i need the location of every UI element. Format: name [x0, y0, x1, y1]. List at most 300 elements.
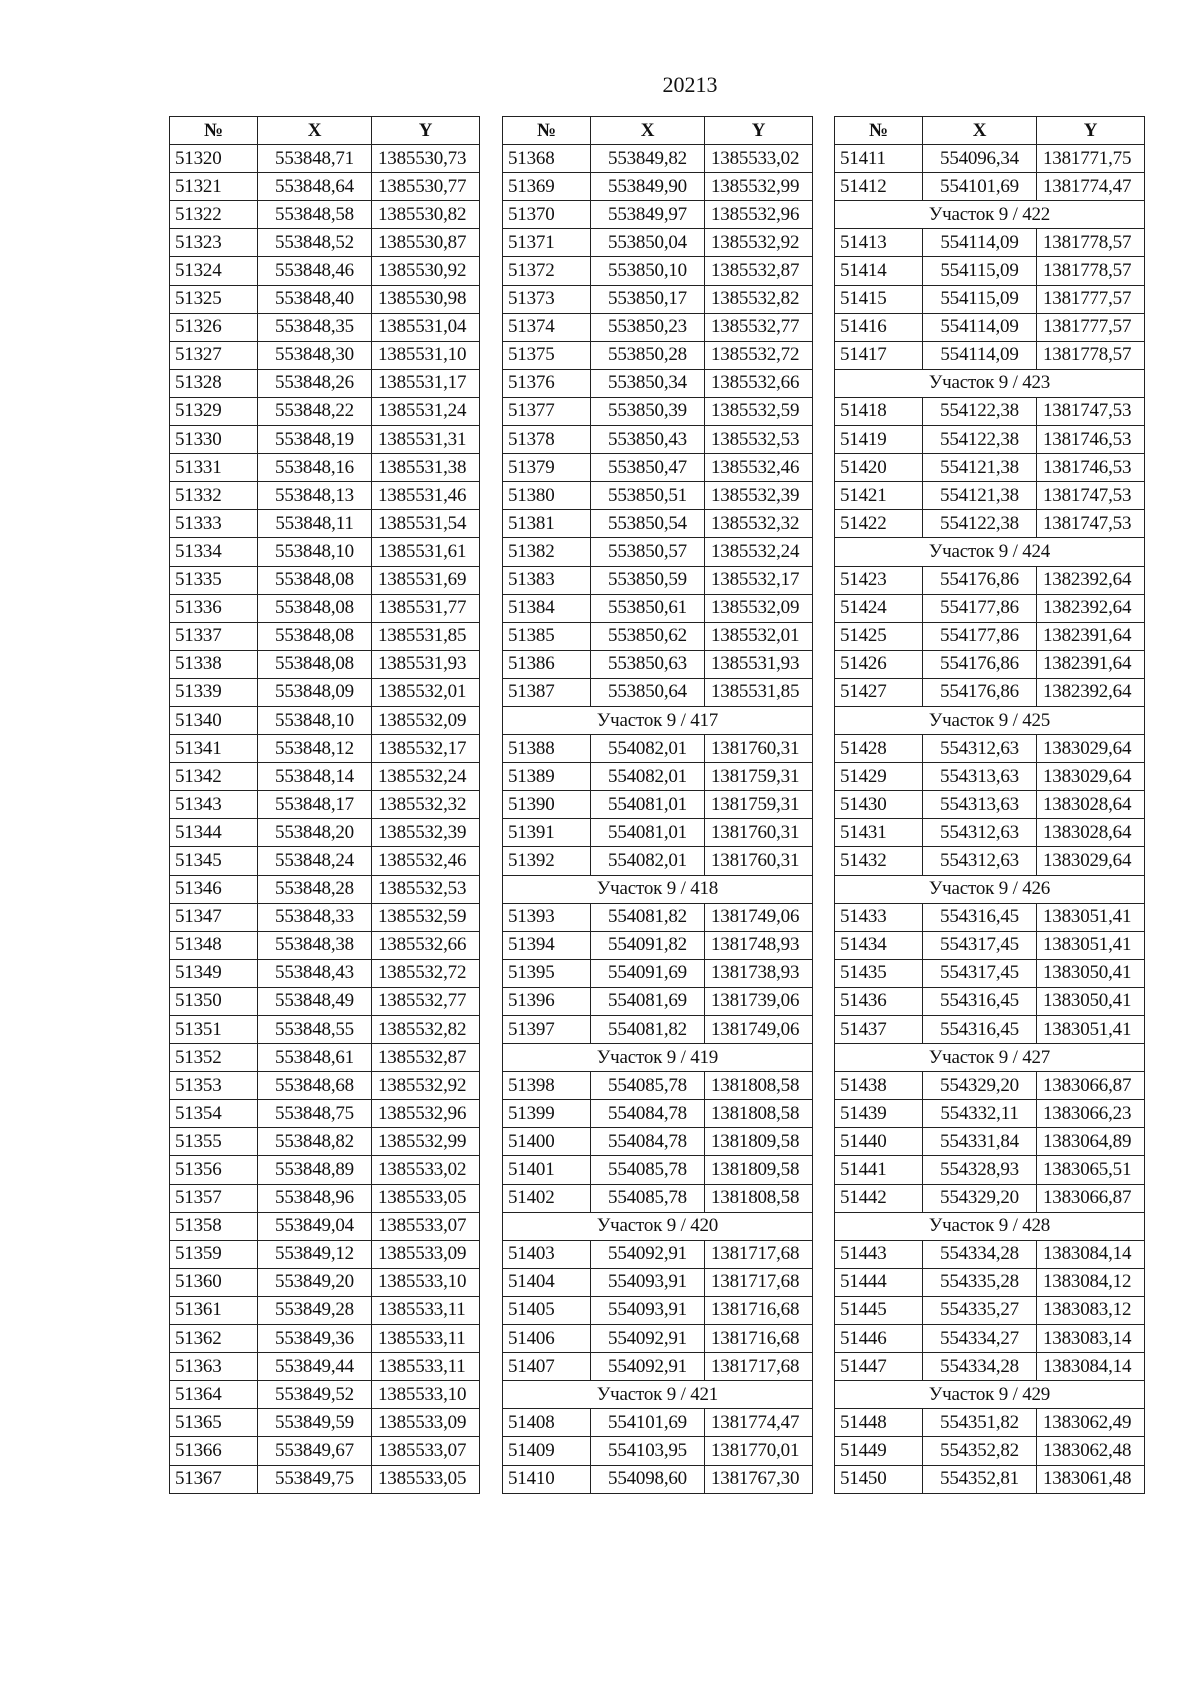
x-coordinate-cell: 554352,81: [923, 1465, 1037, 1493]
point-number-cell: 51364: [170, 1381, 258, 1409]
point-number-cell: 51403: [503, 1240, 591, 1268]
table-row: [835, 735, 1145, 763]
point-number-cell: 51406: [503, 1325, 591, 1353]
table-row: [503, 1128, 813, 1156]
x-coordinate-cell: 554316,45: [923, 903, 1037, 931]
point-number-cell: 51358: [170, 1212, 258, 1240]
section-header-row: [835, 538, 1145, 566]
x-coordinate-cell: 554082,01: [591, 763, 705, 791]
table-row: [170, 622, 480, 650]
table-row: [170, 285, 480, 313]
y-coordinate-cell: 1385532,77: [372, 987, 480, 1015]
table-row: [835, 1156, 1145, 1184]
y-coordinate-cell: 1385532,24: [705, 538, 813, 566]
table-row: [503, 510, 813, 538]
point-number-cell: 51378: [503, 426, 591, 454]
y-coordinate-cell: 1385532,66: [372, 931, 480, 959]
y-coordinate-cell: 1385532,92: [705, 229, 813, 257]
x-coordinate-cell: 554122,38: [923, 426, 1037, 454]
y-coordinate-cell: 1385532,09: [372, 706, 480, 734]
x-coordinate-cell: 554317,45: [923, 931, 1037, 959]
x-coordinate-cell: 553850,62: [591, 622, 705, 650]
table-row: [170, 1044, 480, 1072]
y-coordinate-cell: 1381767,30: [705, 1465, 813, 1493]
y-coordinate-cell: 1385533,09: [372, 1409, 480, 1437]
x-coordinate-cell: 554091,82: [591, 931, 705, 959]
x-coordinate-cell: 554335,27: [923, 1296, 1037, 1324]
y-coordinate-cell: 1385530,87: [372, 229, 480, 257]
point-number-cell: 51341: [170, 735, 258, 763]
section-header-row: [503, 706, 813, 734]
point-number-cell: 51357: [170, 1184, 258, 1212]
x-coordinate-cell: 553848,16: [258, 454, 372, 482]
x-coordinate-cell: 554091,69: [591, 959, 705, 987]
point-number-cell: 51370: [503, 201, 591, 229]
point-number-cell: 51388: [503, 735, 591, 763]
table-row: [835, 1325, 1145, 1353]
x-coordinate-cell: 554332,11: [923, 1100, 1037, 1128]
table-row: [835, 341, 1145, 369]
table-row: [170, 959, 480, 987]
table-row: [503, 1156, 813, 1184]
point-number-cell: 51320: [170, 145, 258, 173]
x-coordinate-cell: 553848,08: [258, 650, 372, 678]
table-row: [503, 426, 813, 454]
y-coordinate-cell: 1385531,31: [372, 426, 480, 454]
y-coordinate-cell: 1385532,92: [372, 1072, 480, 1100]
x-coordinate-cell: 553848,49: [258, 987, 372, 1015]
point-number-cell: 51325: [170, 285, 258, 313]
x-coordinate-cell: 553848,14: [258, 763, 372, 791]
x-coordinate-cell: 554312,63: [923, 735, 1037, 763]
section-label: Участок 9 / 421: [503, 1381, 813, 1409]
y-coordinate-cell: 1385532,32: [372, 791, 480, 819]
point-number-cell: 51437: [835, 1016, 923, 1044]
y-coordinate-cell: 1385532,87: [705, 257, 813, 285]
point-number-cell: 51361: [170, 1296, 258, 1324]
x-coordinate-cell: 553848,61: [258, 1044, 372, 1072]
point-number-cell: 51338: [170, 650, 258, 678]
y-coordinate-cell: 1385532,17: [372, 735, 480, 763]
table-row: [170, 1465, 480, 1493]
table-row: [835, 1296, 1145, 1324]
table-row: [503, 622, 813, 650]
x-coordinate-cell: 553849,28: [258, 1296, 372, 1324]
y-coordinate-cell: 1385533,10: [372, 1268, 480, 1296]
x-coordinate-cell: 554312,63: [923, 819, 1037, 847]
table-row: [170, 791, 480, 819]
point-number-cell: 51426: [835, 650, 923, 678]
table-row: [503, 903, 813, 931]
section-header-row: [835, 1044, 1145, 1072]
x-coordinate-cell: 553849,59: [258, 1409, 372, 1437]
table-row: [170, 1072, 480, 1100]
y-coordinate-cell: 1382392,64: [1037, 566, 1145, 594]
x-coordinate-cell: 553848,46: [258, 257, 372, 285]
point-number-cell: 51350: [170, 987, 258, 1015]
x-coordinate-cell: 553848,33: [258, 903, 372, 931]
table-header-row: [835, 117, 1145, 145]
table-row: [835, 454, 1145, 482]
y-coordinate-cell: 1385531,69: [372, 566, 480, 594]
table-row: [170, 257, 480, 285]
y-coordinate-cell: 1385531,93: [372, 650, 480, 678]
x-coordinate-cell: 553848,55: [258, 1016, 372, 1044]
point-number-cell: 51409: [503, 1437, 591, 1465]
x-coordinate-cell: 554092,91: [591, 1240, 705, 1268]
section-label: Участок 9 / 428: [835, 1212, 1145, 1240]
table-row: [835, 1353, 1145, 1381]
point-number-cell: 51336: [170, 594, 258, 622]
x-coordinate-cell: 554084,78: [591, 1128, 705, 1156]
y-coordinate-cell: 1385532,66: [705, 369, 813, 397]
x-coordinate-cell: 554329,20: [923, 1072, 1037, 1100]
y-coordinate-cell: 1383050,41: [1037, 987, 1145, 1015]
x-coordinate-cell: 554328,93: [923, 1156, 1037, 1184]
x-coordinate-cell: 553850,23: [591, 313, 705, 341]
point-number-cell: 51321: [170, 173, 258, 201]
table-row: [503, 1325, 813, 1353]
point-number-cell: 51441: [835, 1156, 923, 1184]
table-row: [503, 987, 813, 1015]
x-coordinate-cell: 553849,44: [258, 1353, 372, 1381]
table-row: [170, 1381, 480, 1409]
table-row: [170, 594, 480, 622]
point-number-cell: 51433: [835, 903, 923, 931]
y-coordinate-cell: 1381716,68: [705, 1296, 813, 1324]
point-number-cell: 51377: [503, 397, 591, 425]
y-coordinate-cell: 1385533,05: [372, 1184, 480, 1212]
table-row: [170, 538, 480, 566]
x-coordinate-cell: 554316,45: [923, 1016, 1037, 1044]
x-coordinate-cell: 554081,01: [591, 791, 705, 819]
y-coordinate-cell: 1381747,53: [1037, 482, 1145, 510]
x-coordinate-cell: 553849,52: [258, 1381, 372, 1409]
table-row: [835, 1409, 1145, 1437]
x-coordinate-cell: 554114,09: [923, 229, 1037, 257]
y-coordinate-cell: 1385533,02: [705, 145, 813, 173]
y-coordinate-cell: 1385530,82: [372, 201, 480, 229]
point-number-cell: 51329: [170, 397, 258, 425]
table-row: [835, 566, 1145, 594]
x-coordinate-cell: 553848,30: [258, 341, 372, 369]
x-coordinate-cell: 553848,52: [258, 229, 372, 257]
x-coordinate-cell: 554313,63: [923, 791, 1037, 819]
y-coordinate-cell: 1385530,92: [372, 257, 480, 285]
point-number-cell: 51424: [835, 594, 923, 622]
point-number-cell: 51390: [503, 791, 591, 819]
x-coordinate-cell: 553850,54: [591, 510, 705, 538]
y-coordinate-cell: 1385533,07: [372, 1212, 480, 1240]
table-row: [170, 875, 480, 903]
x-coordinate-cell: 553848,09: [258, 678, 372, 706]
x-coordinate-cell: 553850,39: [591, 397, 705, 425]
point-number-cell: 51450: [835, 1465, 923, 1493]
point-number-cell: 51337: [170, 622, 258, 650]
table-row: [835, 313, 1145, 341]
table-row: [170, 173, 480, 201]
x-coordinate-cell: 553850,04: [591, 229, 705, 257]
point-number-cell: 51322: [170, 201, 258, 229]
y-coordinate-cell: 1381739,06: [705, 987, 813, 1015]
point-number-cell: 51434: [835, 931, 923, 959]
y-coordinate-cell: 1381778,57: [1037, 341, 1145, 369]
table-row: [835, 229, 1145, 257]
y-coordinate-cell: 1383084,14: [1037, 1240, 1145, 1268]
column-header-y: Y: [705, 117, 813, 145]
x-coordinate-cell: 553848,19: [258, 426, 372, 454]
point-number-cell: 51405: [503, 1296, 591, 1324]
table-row: [835, 145, 1145, 173]
y-coordinate-cell: 1385531,85: [705, 678, 813, 706]
table-row: [835, 1437, 1145, 1465]
table-row: [170, 735, 480, 763]
table-row: [170, 1409, 480, 1437]
table-row: [835, 1128, 1145, 1156]
point-number-cell: 51411: [835, 145, 923, 173]
y-coordinate-cell: 1381774,47: [705, 1409, 813, 1437]
point-number-cell: 51410: [503, 1465, 591, 1493]
point-number-cell: 51429: [835, 763, 923, 791]
x-coordinate-cell: 553848,22: [258, 397, 372, 425]
column-header-number: №: [835, 117, 923, 145]
y-coordinate-cell: 1381749,06: [705, 1016, 813, 1044]
section-header-row: [835, 369, 1145, 397]
point-number-cell: 51442: [835, 1184, 923, 1212]
table-row: [170, 313, 480, 341]
y-coordinate-cell: 1385532,39: [705, 482, 813, 510]
table-row: [835, 1072, 1145, 1100]
y-coordinate-cell: 1385531,24: [372, 397, 480, 425]
y-coordinate-cell: 1383083,12: [1037, 1296, 1145, 1324]
point-number-cell: 51372: [503, 257, 591, 285]
x-coordinate-cell: 554085,78: [591, 1184, 705, 1212]
table-row: [503, 594, 813, 622]
table-row: [170, 482, 480, 510]
y-coordinate-cell: 1385532,46: [705, 454, 813, 482]
x-coordinate-cell: 554334,28: [923, 1240, 1037, 1268]
y-coordinate-cell: 1381760,31: [705, 819, 813, 847]
table-row: [835, 397, 1145, 425]
section-label: Участок 9 / 419: [503, 1044, 813, 1072]
section-header-row: [503, 1381, 813, 1409]
y-coordinate-cell: 1385530,98: [372, 285, 480, 313]
y-coordinate-cell: 1385532,82: [372, 1016, 480, 1044]
x-coordinate-cell: 554092,91: [591, 1325, 705, 1353]
x-coordinate-cell: 553848,71: [258, 145, 372, 173]
x-coordinate-cell: 553848,08: [258, 594, 372, 622]
point-number-cell: 51373: [503, 285, 591, 313]
x-coordinate-cell: 554331,84: [923, 1128, 1037, 1156]
table-row: [170, 510, 480, 538]
x-coordinate-cell: 553850,34: [591, 369, 705, 397]
point-number-cell: 51342: [170, 763, 258, 791]
table-header-row: [503, 117, 813, 145]
y-coordinate-cell: 1385533,11: [372, 1353, 480, 1381]
x-coordinate-cell: 553848,12: [258, 735, 372, 763]
y-coordinate-cell: 1381717,68: [705, 1353, 813, 1381]
point-number-cell: 51399: [503, 1100, 591, 1128]
table-header-row: [170, 117, 480, 145]
point-number-cell: 51427: [835, 678, 923, 706]
point-number-cell: 51415: [835, 285, 923, 313]
section-label: Участок 9 / 420: [503, 1212, 813, 1240]
table-row: [170, 1016, 480, 1044]
x-coordinate-cell: 553850,59: [591, 566, 705, 594]
y-coordinate-cell: 1381770,01: [705, 1437, 813, 1465]
x-coordinate-cell: 553849,82: [591, 145, 705, 173]
table-row: [503, 173, 813, 201]
table-row: [835, 1016, 1145, 1044]
table-row: [503, 735, 813, 763]
table-row: [503, 1268, 813, 1296]
table-row: [170, 341, 480, 369]
table-row: [503, 397, 813, 425]
x-coordinate-cell: 553849,67: [258, 1437, 372, 1465]
point-number-cell: 51422: [835, 510, 923, 538]
point-number-cell: 51324: [170, 257, 258, 285]
x-coordinate-cell: 554085,78: [591, 1072, 705, 1100]
table-row: [503, 566, 813, 594]
table-row: [170, 369, 480, 397]
x-coordinate-cell: 553848,26: [258, 369, 372, 397]
x-coordinate-cell: 554316,45: [923, 987, 1037, 1015]
y-coordinate-cell: 1381738,93: [705, 959, 813, 987]
point-number-cell: 51408: [503, 1409, 591, 1437]
point-number-cell: 51449: [835, 1437, 923, 1465]
point-number-cell: 51412: [835, 173, 923, 201]
table-row: [170, 903, 480, 931]
x-coordinate-cell: 553848,10: [258, 706, 372, 734]
y-coordinate-cell: 1381747,53: [1037, 397, 1145, 425]
x-coordinate-cell: 554101,69: [923, 173, 1037, 201]
y-coordinate-cell: 1383029,64: [1037, 763, 1145, 791]
table-row: [503, 1016, 813, 1044]
y-coordinate-cell: 1385532,77: [705, 313, 813, 341]
point-number-cell: 51347: [170, 903, 258, 931]
point-number-cell: 51421: [835, 482, 923, 510]
table-row: [170, 819, 480, 847]
section-label: Участок 9 / 429: [835, 1381, 1145, 1409]
point-number-cell: 51428: [835, 735, 923, 763]
x-coordinate-cell: 554115,09: [923, 257, 1037, 285]
x-coordinate-cell: 554335,28: [923, 1268, 1037, 1296]
column-header-x: X: [591, 117, 705, 145]
y-coordinate-cell: 1383028,64: [1037, 791, 1145, 819]
x-coordinate-cell: 554121,38: [923, 482, 1037, 510]
point-number-cell: 51416: [835, 313, 923, 341]
y-coordinate-cell: 1385533,11: [372, 1325, 480, 1353]
table-row: [170, 1128, 480, 1156]
y-coordinate-cell: 1383066,87: [1037, 1072, 1145, 1100]
point-number-cell: 51331: [170, 454, 258, 482]
y-coordinate-cell: 1381716,68: [705, 1325, 813, 1353]
y-coordinate-cell: 1385532,17: [705, 566, 813, 594]
x-coordinate-cell: 553848,40: [258, 285, 372, 313]
x-coordinate-cell: 553849,90: [591, 173, 705, 201]
point-number-cell: 51384: [503, 594, 591, 622]
table-row: [835, 1100, 1145, 1128]
y-coordinate-cell: 1383065,51: [1037, 1156, 1145, 1184]
y-coordinate-cell: 1385531,54: [372, 510, 480, 538]
section-label: Участок 9 / 425: [835, 706, 1145, 734]
y-coordinate-cell: 1385533,11: [372, 1296, 480, 1324]
point-number-cell: 51420: [835, 454, 923, 482]
table-row: [170, 454, 480, 482]
point-number-cell: 51446: [835, 1325, 923, 1353]
y-coordinate-cell: 1381749,06: [705, 903, 813, 931]
table-row: [835, 763, 1145, 791]
x-coordinate-cell: 554092,91: [591, 1353, 705, 1381]
table-row: [503, 369, 813, 397]
y-coordinate-cell: 1382392,64: [1037, 678, 1145, 706]
table-row: [503, 145, 813, 173]
table-row: [835, 931, 1145, 959]
x-coordinate-cell: 554081,01: [591, 819, 705, 847]
y-coordinate-cell: 1381748,93: [705, 931, 813, 959]
point-number-cell: 51407: [503, 1353, 591, 1381]
table-row: [503, 1072, 813, 1100]
y-coordinate-cell: 1381746,53: [1037, 454, 1145, 482]
point-number-cell: 51435: [835, 959, 923, 987]
point-number-cell: 51375: [503, 341, 591, 369]
table-row: [503, 201, 813, 229]
point-number-cell: 51404: [503, 1268, 591, 1296]
section-header-row: [835, 875, 1145, 903]
y-coordinate-cell: 1383084,14: [1037, 1353, 1145, 1381]
y-coordinate-cell: 1383062,49: [1037, 1409, 1145, 1437]
section-header-row: [835, 706, 1145, 734]
point-number-cell: 51369: [503, 173, 591, 201]
table-row: [835, 819, 1145, 847]
x-coordinate-cell: 554313,63: [923, 763, 1037, 791]
y-coordinate-cell: 1381777,57: [1037, 313, 1145, 341]
column-header-y: Y: [1037, 117, 1145, 145]
x-coordinate-cell: 554082,01: [591, 847, 705, 875]
x-coordinate-cell: 553849,97: [591, 201, 705, 229]
coordinate-table-3: [834, 116, 1145, 1494]
x-coordinate-cell: 554096,34: [923, 145, 1037, 173]
point-number-cell: 51351: [170, 1016, 258, 1044]
x-coordinate-cell: 553849,36: [258, 1325, 372, 1353]
x-coordinate-cell: 554121,38: [923, 454, 1037, 482]
point-number-cell: 51425: [835, 622, 923, 650]
table-row: [835, 173, 1145, 201]
y-coordinate-cell: 1385532,72: [705, 341, 813, 369]
point-number-cell: 51353: [170, 1072, 258, 1100]
point-number-cell: 51386: [503, 650, 591, 678]
point-number-cell: 51371: [503, 229, 591, 257]
section-label: Участок 9 / 423: [835, 369, 1145, 397]
x-coordinate-cell: 554114,09: [923, 313, 1037, 341]
y-coordinate-cell: 1383066,87: [1037, 1184, 1145, 1212]
x-coordinate-cell: 553848,82: [258, 1128, 372, 1156]
y-coordinate-cell: 1381809,58: [705, 1128, 813, 1156]
table-row: [503, 257, 813, 285]
x-coordinate-cell: 553848,17: [258, 791, 372, 819]
table-row: [503, 763, 813, 791]
point-number-cell: 51393: [503, 903, 591, 931]
y-coordinate-cell: 1382391,64: [1037, 650, 1145, 678]
x-coordinate-cell: 553850,47: [591, 454, 705, 482]
x-coordinate-cell: 554176,86: [923, 678, 1037, 706]
table-row: [170, 650, 480, 678]
y-coordinate-cell: 1385533,10: [372, 1381, 480, 1409]
table-row: [835, 285, 1145, 313]
y-coordinate-cell: 1385532,87: [372, 1044, 480, 1072]
table-row: [170, 1353, 480, 1381]
table-row: [170, 847, 480, 875]
